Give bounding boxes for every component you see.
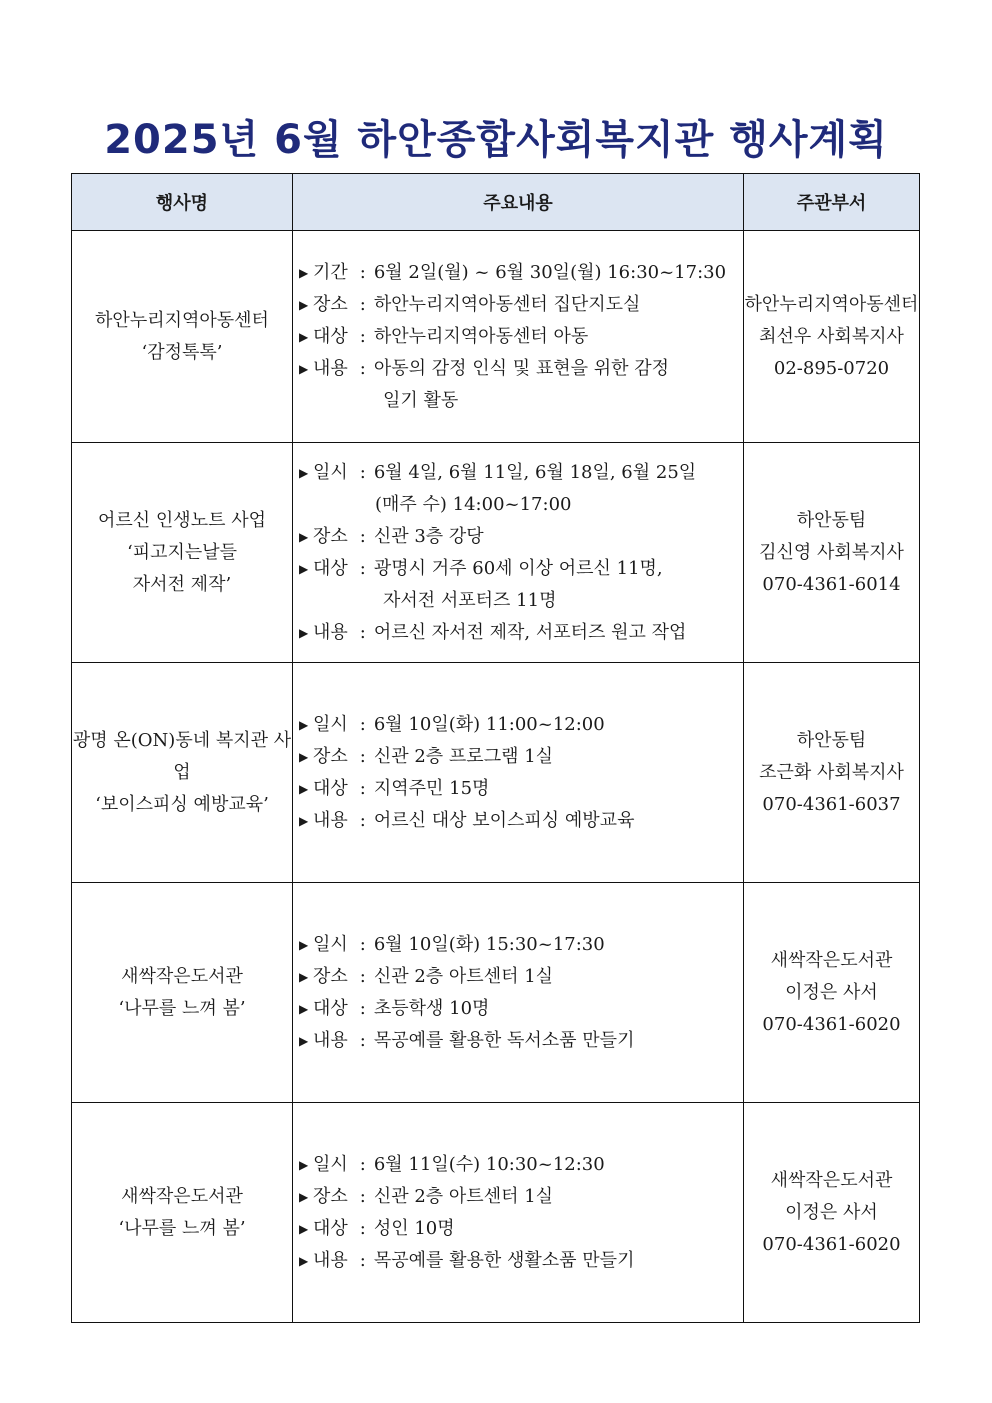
dept-contact-person: 최선우 사회복지사	[759, 325, 904, 347]
event-name-cell	[72, 883, 293, 1103]
triangle-bullet-icon: ▶	[299, 329, 309, 344]
item-label: 일시	[313, 1153, 348, 1175]
item-label: 내용	[313, 1029, 348, 1051]
triangle-bullet-icon: ▶	[299, 1033, 309, 1048]
dept-contact-person: 조근화 사회복지사	[759, 761, 904, 783]
event-name-line: 새싹작은도서관	[121, 1185, 243, 1207]
dept-contact-person: 이정은 사서	[785, 981, 878, 1003]
header-content: 주요내용	[293, 174, 744, 231]
colon-separator: :	[359, 777, 366, 799]
item-label: 내용	[313, 357, 348, 379]
event-name-cell	[72, 231, 293, 443]
colon-separator: :	[359, 933, 366, 955]
item-value: 어르신 자서전 제작, 서포터즈 원고 작업	[373, 621, 687, 643]
content-item	[299, 929, 739, 961]
content-item	[299, 773, 739, 805]
triangle-bullet-icon: ▶	[299, 625, 309, 640]
content-item	[299, 553, 739, 617]
page-title: 2025년 6월 하안종합사회복지관 행사계획	[104, 117, 888, 163]
item-label: 장소	[313, 745, 348, 767]
triangle-bullet-icon: ▶	[299, 937, 309, 952]
item-value: 광명시 거주 60세 이상 어르신 11명,	[373, 557, 663, 579]
colon-separator: :	[359, 1185, 366, 1207]
dept-phone: 070-4361-6037	[762, 793, 901, 815]
content-item	[299, 289, 739, 321]
triangle-bullet-icon: ▶	[299, 297, 309, 312]
triangle-bullet-icon: ▶	[299, 465, 309, 480]
dept-name: 새싹작은도서관	[770, 949, 893, 971]
table-header-row	[72, 174, 920, 231]
item-label: 장소	[313, 525, 348, 547]
triangle-bullet-icon: ▶	[299, 1253, 309, 1268]
colon-separator: :	[359, 809, 366, 831]
table-row	[72, 231, 920, 443]
table-body	[72, 231, 920, 1323]
content-item	[299, 805, 739, 837]
item-value: 아동의 감정 인식 및 표현을 위한 감정	[373, 357, 670, 379]
event-content-cell	[293, 231, 744, 443]
colon-separator: :	[359, 461, 366, 483]
content-item	[299, 521, 739, 553]
triangle-bullet-icon: ▶	[299, 529, 309, 544]
colon-separator: :	[359, 525, 366, 547]
item-value-continued: (매주 수) 14:00~17:00	[375, 493, 572, 515]
event-content-cell	[293, 1103, 744, 1323]
dept-cell	[744, 663, 920, 883]
dept-name: 하안동팀	[796, 729, 867, 751]
event-name-cell	[72, 663, 293, 883]
triangle-bullet-icon: ▶	[299, 781, 309, 796]
item-value: 하안누리지역아동센터 아동	[373, 325, 589, 347]
colon-separator: :	[359, 1249, 366, 1271]
colon-separator: :	[359, 745, 366, 767]
content-item	[299, 993, 739, 1025]
item-value: 6월 11일(수) 10:30~12:30	[373, 1153, 605, 1175]
table-row	[72, 883, 920, 1103]
item-value: 목공예를 활용한 독서소품 만들기	[373, 1029, 635, 1051]
dept-contact-person: 이정은 사서	[785, 1201, 878, 1223]
event-name-line: 광명 온(ON)동네 복지관 사업	[72, 729, 292, 783]
dept-phone: 02-895-0720	[773, 357, 890, 379]
item-value: 6월 2일(월) ~ 6월 30일(월) 16:30~17:30	[373, 261, 727, 283]
item-value: 신관 3층 강당	[373, 525, 484, 547]
item-label: 내용	[313, 809, 348, 831]
triangle-bullet-icon: ▶	[299, 265, 309, 280]
item-label: 장소	[313, 1185, 348, 1207]
item-label: 내용	[313, 1249, 348, 1271]
item-label: 대상	[313, 325, 348, 347]
item-label: 일시	[313, 461, 348, 483]
dept-contact-person: 김신영 사회복지사	[759, 541, 904, 563]
content-item	[299, 1025, 739, 1057]
item-label: 장소	[313, 965, 348, 987]
item-value: 신관 2층 프로그램 1실	[373, 745, 554, 767]
event-name-line: 하안누리지역아동센터	[95, 309, 269, 331]
event-name-line: ‘나무를 느껴 봄’	[118, 1217, 246, 1239]
table-row	[72, 443, 920, 663]
item-label: 일시	[313, 713, 348, 735]
content-item	[299, 257, 739, 289]
item-label: 기간	[313, 261, 348, 283]
event-name-cell	[72, 443, 293, 663]
item-label: 대상	[313, 1217, 348, 1239]
item-value: 성인 10명	[373, 1217, 455, 1239]
item-value: 6월 10일(화) 11:00~12:00	[373, 713, 605, 735]
dept-cell	[744, 443, 920, 663]
triangle-bullet-icon: ▶	[299, 361, 309, 376]
event-content-cell	[293, 663, 744, 883]
dept-phone: 070-4361-6020	[762, 1233, 901, 1255]
item-value: 6월 10일(화) 15:30~17:30	[373, 933, 605, 955]
header-dept: 주관부서	[744, 174, 920, 231]
item-value: 신관 2층 아트센터 1실	[373, 1185, 554, 1207]
event-name-line: ‘보이스피싱 예방교육’	[95, 793, 269, 815]
dept-cell	[744, 231, 920, 443]
content-item	[299, 709, 739, 741]
dept-cell	[744, 1103, 920, 1323]
event-content-cell	[293, 443, 744, 663]
item-value: 목공예를 활용한 생활소품 만들기	[373, 1249, 635, 1271]
item-label: 대상	[313, 557, 348, 579]
colon-separator: :	[359, 261, 366, 283]
item-label: 대상	[313, 777, 348, 799]
content-item	[299, 1213, 739, 1245]
event-name-line: ‘감정톡톡’	[141, 341, 223, 363]
event-name-line: ‘피고지는날들	[126, 541, 238, 563]
item-label: 일시	[313, 933, 348, 955]
header-event: 행사명	[72, 174, 293, 231]
item-value: 하안누리지역아동센터 집단지도실	[373, 293, 641, 315]
event-content-cell	[293, 883, 744, 1103]
item-value: 신관 2층 아트센터 1실	[373, 965, 554, 987]
triangle-bullet-icon: ▶	[299, 561, 309, 576]
dept-name: 하안누리지역아동센터	[744, 293, 919, 315]
triangle-bullet-icon: ▶	[299, 717, 309, 732]
content-item	[299, 457, 739, 521]
colon-separator: :	[359, 997, 366, 1019]
item-label: 대상	[313, 997, 348, 1019]
event-name-line: 어르신 인생노트 사업	[98, 509, 266, 531]
item-value-continued: 일기 활동	[383, 389, 459, 411]
colon-separator: :	[359, 621, 366, 643]
triangle-bullet-icon: ▶	[299, 1001, 309, 1016]
colon-separator: :	[359, 557, 366, 579]
event-name-line: 자서전 제작’	[132, 573, 232, 595]
colon-separator: :	[359, 1029, 366, 1051]
dept-name: 하안동팀	[796, 509, 867, 531]
event-name-line: ‘나무를 느껴 봄’	[118, 997, 246, 1019]
event-name-cell	[72, 1103, 293, 1323]
item-label: 장소	[313, 293, 348, 315]
colon-separator: :	[359, 965, 366, 987]
item-value: 지역주민 15명	[373, 777, 490, 799]
triangle-bullet-icon: ▶	[299, 813, 309, 828]
content-item	[299, 321, 739, 353]
item-value-continued: 자서전 서포터즈 11명	[383, 589, 557, 611]
dept-phone: 070-4361-6020	[762, 1013, 901, 1035]
dept-name: 새싹작은도서관	[770, 1169, 893, 1191]
colon-separator: :	[359, 293, 366, 315]
content-item	[299, 741, 739, 773]
table-row	[72, 1103, 920, 1323]
triangle-bullet-icon: ▶	[299, 969, 309, 984]
content-item	[299, 353, 739, 417]
event-name-line: 새싹작은도서관	[121, 965, 243, 987]
item-value: 어르신 대상 보이스피싱 예방교육	[373, 809, 635, 831]
dept-cell	[744, 883, 920, 1103]
item-value: 초등학생 10명	[373, 997, 490, 1019]
triangle-bullet-icon: ▶	[299, 1157, 309, 1172]
item-label: 내용	[313, 621, 348, 643]
colon-separator: :	[359, 1153, 366, 1175]
content-item	[299, 1245, 739, 1277]
table-row	[72, 663, 920, 883]
content-item	[299, 961, 739, 993]
triangle-bullet-icon: ▶	[299, 1189, 309, 1204]
item-value: 6월 4일, 6월 11일, 6월 18일, 6월 25일	[373, 461, 697, 483]
colon-separator: :	[359, 713, 366, 735]
triangle-bullet-icon: ▶	[299, 1221, 309, 1236]
dept-phone: 070-4361-6014	[762, 573, 901, 595]
content-item	[299, 1149, 739, 1181]
triangle-bullet-icon: ▶	[299, 749, 309, 764]
colon-separator: :	[359, 357, 366, 379]
event-plan-table	[71, 173, 920, 1323]
content-item	[299, 1181, 739, 1213]
colon-separator: :	[359, 325, 366, 347]
content-item	[299, 617, 739, 649]
colon-separator: :	[359, 1217, 366, 1239]
